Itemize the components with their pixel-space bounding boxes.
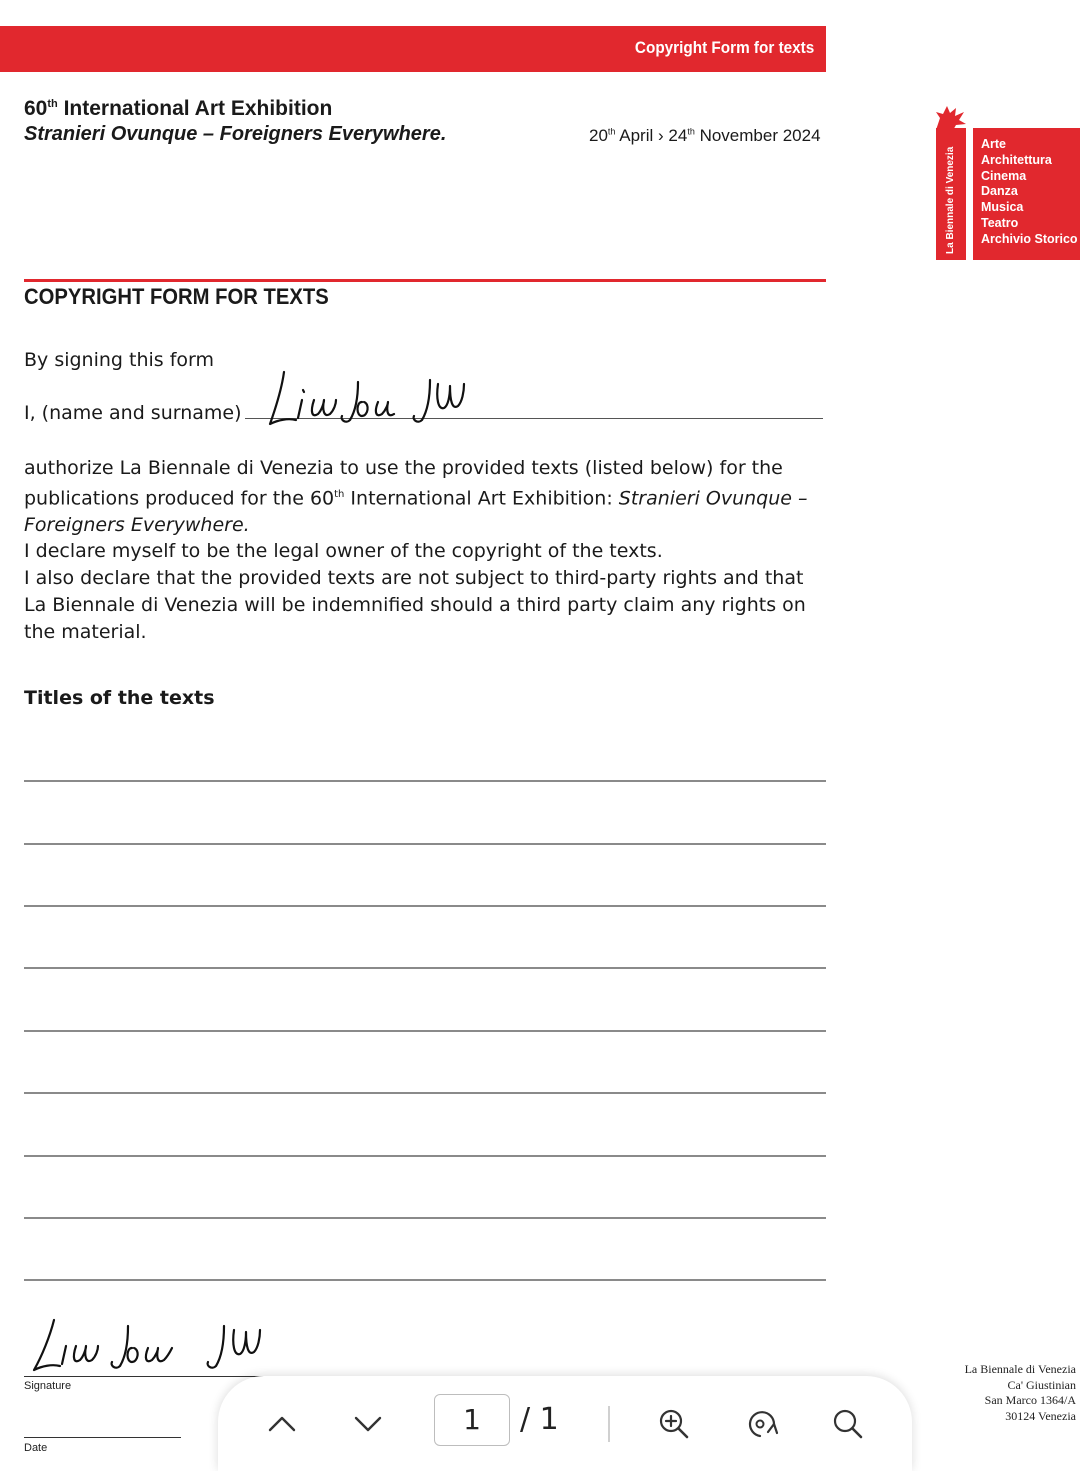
rotate-button[interactable] — [740, 1402, 784, 1446]
search-icon — [831, 1407, 865, 1441]
exhibition-number-suffix: th — [47, 98, 58, 110]
chevron-down-icon — [353, 1414, 383, 1434]
next-page-button[interactable] — [346, 1402, 390, 1446]
logo-sections-block — [973, 128, 1080, 260]
address-line: La Biennale di Venezia — [964, 1362, 1076, 1376]
title-entry-line[interactable] — [24, 967, 826, 969]
zoom-in-button[interactable] — [652, 1402, 696, 1446]
logo-item: Architettura — [981, 152, 1052, 167]
pdf-viewer-toolbar — [218, 1376, 912, 1471]
date-start-month: April — [619, 126, 654, 145]
title-entry-line[interactable] — [24, 843, 826, 845]
title-entry-line[interactable] — [24, 1217, 826, 1219]
authorization-text — [24, 455, 824, 645]
exhibition-title — [24, 97, 332, 121]
header-banner — [0, 26, 826, 72]
logo-item: Danza — [981, 184, 1018, 199]
logo-item: Archivio Storico — [981, 231, 1078, 246]
title-entry-line[interactable] — [24, 905, 826, 907]
logo-item: Cinema — [981, 168, 1027, 183]
title-entry-line[interactable] — [24, 1279, 826, 1281]
previous-page-button[interactable] — [260, 1402, 304, 1446]
logo-vertical-band — [936, 128, 966, 260]
exhibition-subtitle: Stranieri Ovunque – Foreigners Everywhere. — [24, 123, 447, 145]
date-start-day: 20 — [589, 126, 608, 145]
logo-item: Arte — [981, 137, 1007, 151]
logo-item: Musica — [981, 200, 1024, 215]
address-block — [965, 1362, 1076, 1424]
para1-start: authorize La Biennale di Venezia to use the provided texts (listed below) for the publications produced for the 60 — [24, 457, 783, 510]
exhibition-dates — [589, 126, 821, 146]
address-line: 30124 Venezia — [1005, 1408, 1076, 1423]
chevron-up-icon — [267, 1414, 297, 1434]
zoom-in-icon — [657, 1407, 691, 1441]
page-total: / 1 — [520, 1402, 559, 1437]
date-start-suffix: th — [607, 126, 616, 137]
title-entry-line[interactable] — [24, 1155, 826, 1157]
toolbar-separator — [608, 1406, 610, 1442]
exhibition-number: 60 — [24, 97, 48, 120]
rights-declaration: I also declare that the provided texts are not subject to third-party rights and that La Biennale di Venezia will be indemnified should a third party claim any rights on the material. — [24, 567, 806, 643]
intro-text: By signing this form — [24, 349, 215, 371]
section-divider — [24, 279, 826, 282]
date-end-day: 24 — [668, 126, 688, 145]
para1-italic-title: Stranieri Ovunque – Foreigners Everywhere. — [24, 487, 808, 536]
authorization-paragraph — [24, 455, 824, 538]
address-line: Ca' Giustinian — [1007, 1377, 1076, 1392]
title-entry-line[interactable] — [24, 780, 826, 782]
exhibition-title-text: International Art Exhibition — [63, 97, 333, 120]
ownership-declaration: I declare myself to be the legal owner of the copyright of the texts. — [24, 540, 663, 563]
para1-middle: International Art Exhibition: — [344, 487, 619, 510]
titles-heading: Titles of the texts — [24, 687, 215, 709]
para1-suffix: th — [334, 488, 345, 500]
banner-title: Copyright Form for texts — [634, 38, 814, 57]
rotate-icon — [744, 1406, 780, 1442]
logo-vertical-text: La Biennale di Venezia — [945, 146, 956, 254]
date-label: Date — [24, 1442, 48, 1454]
address-line: San Marco 1364/A — [984, 1393, 1076, 1407]
date-end-suffix: th — [687, 126, 695, 137]
name-handwritten-signature — [262, 362, 502, 436]
signature-handwritten — [28, 1312, 288, 1384]
date-line[interactable] — [24, 1437, 181, 1438]
search-button[interactable] — [826, 1402, 870, 1446]
title-entry-line[interactable] — [24, 1092, 826, 1094]
signature-label: Signature — [24, 1380, 72, 1392]
section-title: COPYRIGHT FORM FOR TEXTS — [24, 284, 329, 309]
signature-line[interactable] — [24, 1376, 274, 1377]
logo-item: Teatro — [981, 215, 1019, 230]
date-separator: › — [657, 126, 664, 145]
date-end-rest: November 2024 — [699, 126, 821, 145]
title-entry-line[interactable] — [24, 1030, 826, 1032]
name-label: I, (name and surname) — [24, 402, 242, 424]
logo-sections-list — [981, 137, 1078, 248]
page-number-input[interactable]: 1 — [434, 1394, 510, 1446]
